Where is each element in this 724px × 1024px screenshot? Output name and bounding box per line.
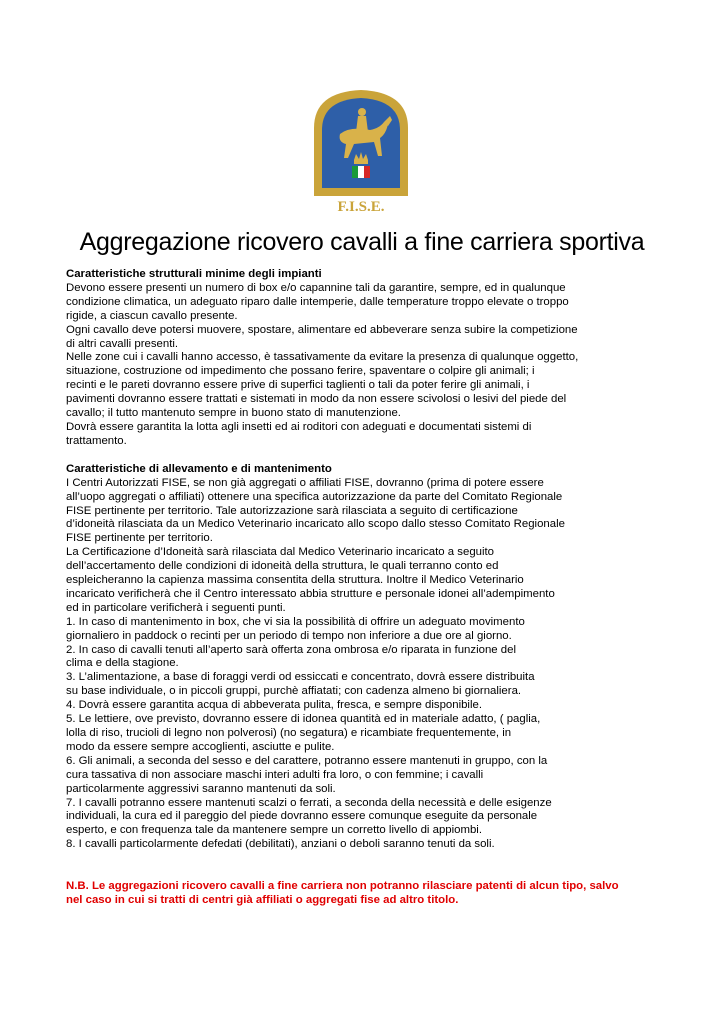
text-line: FISE pertinente per territorio. Tale autorizzazione sarà rilasciata a seguito di certificazione	[66, 504, 518, 517]
text-line: cavallo; il tutto mantenuto sempre in buono stato di manutenzione.	[66, 407, 401, 420]
section-heading: Caratteristiche di allevamento e di mantenimento	[66, 462, 332, 475]
text-line: cura tassativa di non associare maschi interi adulti fra loro, o con femmine; i cavalli	[66, 768, 484, 781]
text-line: nel caso in cui si tratti di centri già affiliati o aggregati fise ad altro titolo.	[66, 894, 459, 907]
section-breeding	[66, 463, 626, 852]
logo-text: F.I.S.E.	[337, 199, 385, 215]
text-line: modo da essere sempre accoglienti, asciutte e pulite.	[66, 740, 335, 753]
text-line: all’uopo aggregati o affiliati) ottenere una specifica autorizzazione da parte del Comitato Regionale	[66, 490, 563, 503]
text-line: clima e della stagione.	[66, 657, 179, 670]
page-title: Aggregazione ricovero cavalli a fine carriera sportiva	[79, 228, 645, 256]
text-line: trattamento.	[66, 434, 127, 447]
text-line: N.B. Le aggregazioni ricovero cavalli a fine carriera non potranno rilasciare patenti di alcun tipo, salvo	[66, 880, 619, 893]
text-line: 3. L’alimentazione, a base di foraggi verdi od essiccati e concentrato, dovrà essere distribuita	[66, 671, 535, 684]
text-line: individuali, la cura ed il pareggio del piede dovranno essere comunque eseguite da personale	[66, 810, 538, 823]
text-line: su base individuale, o in piccoli gruppi, purchè affiatati; con cadenza almeno bi giornaliera.	[66, 685, 522, 698]
text-line: d’idoneità rilasciata da un Medico Veterinario incaricato allo scopo dallo stesso Comitato Regionale	[66, 518, 565, 531]
document-body	[66, 268, 626, 908]
text-line: di altri cavalli presenti.	[66, 337, 179, 350]
text-line: Nelle zone cui i cavalli hanno accesso, è tassativamente da evitare la presenza di qualunque oggetto,	[66, 351, 579, 364]
text-line: 5. Le lettiere, ove previsto, dovranno essere di idonea quantità ed in materiale adatto, ( paglia,	[66, 713, 541, 726]
text-line: ed in particolare verificherà i seguenti punti.	[66, 601, 286, 614]
section-heading: Caratteristiche strutturali minime degli impianti	[66, 268, 322, 280]
text-line: 2. In caso di cavalli tenuti all’aperto sarà offerta zona ombrosa e/o riparata in funzione del	[66, 643, 516, 656]
text-line: 1. In caso di mantenimento in box, che vi sia la possibilità di offrire un adeguato movimento	[66, 615, 525, 628]
section-text	[66, 477, 626, 852]
italian-flag-icon	[352, 166, 370, 178]
text-line: situazione, costruzione od impedimento che possano ferire, spaventare o colpire gli animali; i	[66, 365, 535, 378]
text-line: Ogni cavallo deve potersi muovere, spostare, alimentare ed abbeverare senza subire la competizione	[66, 323, 578, 336]
text-line: esperto, e con frequenza tale da mantenere sempre un corretto livello di appiombi.	[66, 824, 482, 837]
text-line: recinti e le pareti dovranno essere prive di superfici taglienti o tali da poter ferire gli animali, i	[66, 379, 530, 392]
text-line: 8. I cavalli particolarmente defedati (debilitati), anziani o deboli saranno tenuti da soli.	[66, 838, 495, 851]
text-line: condizione climatica, un adeguato riparo dalle intemperie, dalle temperature troppo elevate o troppo	[66, 295, 569, 308]
note-block	[66, 880, 626, 908]
section-text	[66, 282, 626, 449]
text-line: incaricato verificherà che il Centro interessato abbia strutture e personale idonei all’adempimento	[66, 587, 555, 600]
text-line: Devono essere presenti un numero di box e/o capannine tali da garantire, sempre, ed in qualunque	[66, 281, 566, 294]
text-line: La Certificazione d’Idoneità sarà rilasciata dal Medico Veterinario incaricato a seguito	[66, 546, 495, 559]
text-line: I Centri Autorizzati FISE, se non già aggregati o affiliati FISE, dovranno (prima di potere essere	[66, 476, 544, 489]
text-line: Dovrà essere garantita la lotta agli insetti ed ai roditori con adeguati e documentati sistemi di	[66, 420, 532, 433]
text-line: pavimenti dovranno essere trattati e sistemati in modo da non essere scivolosi o lesivi del piede del	[66, 393, 567, 406]
section-structural	[66, 268, 626, 449]
text-line: particolarmente aggressivi saranno mantenuti da soli.	[66, 782, 336, 795]
text-line: 7. I cavalli potranno essere mantenuti scalzi o ferrati, a seconda della necessità e delle esigenze	[66, 796, 552, 809]
text-line: 6. Gli animali, a seconda del sesso e del carattere, potranno essere mantenuti in gruppo, con la	[66, 754, 548, 767]
text-line: FISE pertinente per territorio.	[66, 532, 213, 545]
text-line: espleicheranno la capienza massima consentita della struttura. Inoltre il Medico Veterinario	[66, 574, 524, 587]
text-line: 4. Dovrà essere garantita acqua di abbeverata pulita, fresca, e sempre disponibile.	[66, 699, 482, 712]
fise-logo	[310, 88, 412, 216]
text-line: giornaliero in paddock o recinti per un periodo di tempo non inferiore a due ore al giorno.	[66, 629, 512, 642]
text-line: rigide, a ciascun cavallo presente.	[66, 309, 238, 322]
text-line: dell’accertamento delle condizioni di idoneità della struttura, le quali terranno conto ed	[66, 560, 499, 573]
text-line: lolla di riso, trucioli di legno non polverosi) (no segatura) e ricambiate frequentemente, in	[66, 727, 512, 739]
